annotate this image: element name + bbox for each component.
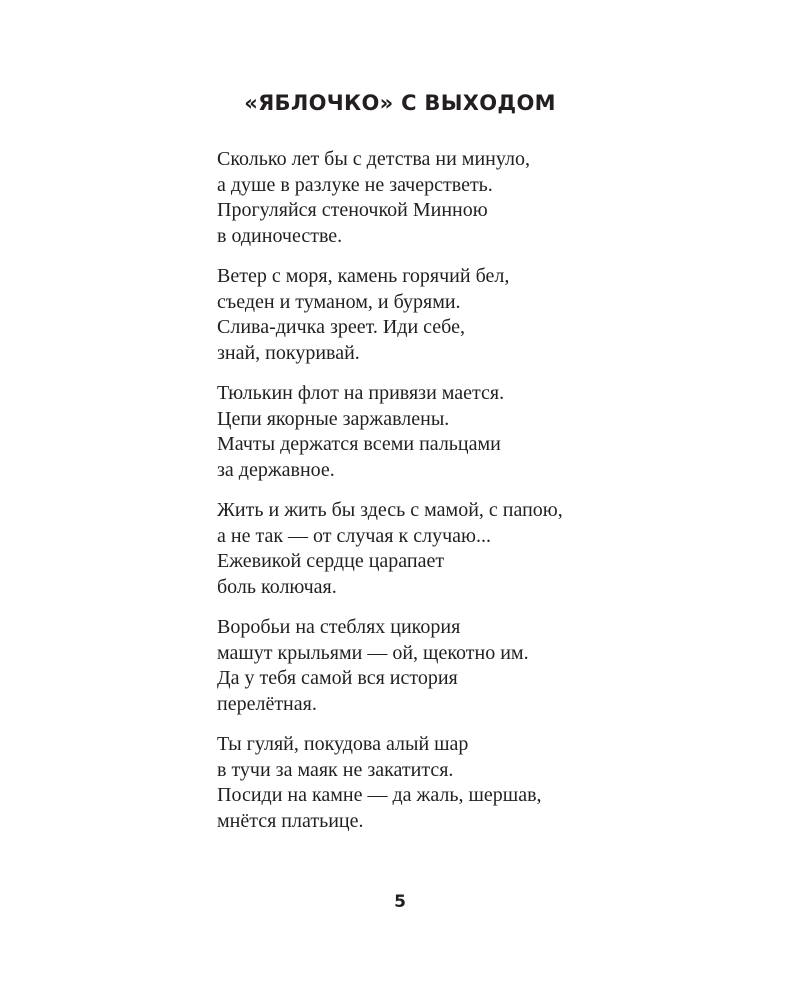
poem-line: знай, покуривай. — [217, 341, 360, 364]
poem-line: Цепи якорные заржавлены. — [217, 407, 450, 430]
poem-line: Слива-дичка зреет. Иди себе, — [217, 316, 465, 338]
stanza-1 — [217, 147, 777, 249]
stanza-3 — [217, 381, 777, 483]
poem-body — [217, 147, 777, 849]
poem-line: съеден и туманом, и бурями. — [217, 290, 461, 313]
poem-line: а душе в разлуке не зачерстветь. — [217, 173, 493, 196]
stanza-5 — [217, 615, 777, 717]
poem-line: Жить и жить бы здесь с мамой, с папою, — [217, 499, 563, 521]
poem-line: Прогуляйся стеночкой Минною — [217, 199, 488, 221]
poem-line: Воробьи на стеблях цикория — [217, 616, 461, 638]
poem-line: а не так — от случая к случаю... — [217, 524, 491, 547]
poem-line: Ты гуляй, покудова алый шар — [217, 733, 469, 755]
poem-line: в одиночестве. — [217, 224, 343, 247]
poem-line: Да у тебя самой вся история — [217, 667, 458, 689]
poem-line: машут крыльями — ой, щекотно им. — [217, 641, 529, 664]
poem-line: Ежевикой сердце царапает — [217, 550, 445, 572]
poem-title: «ЯБЛОЧКО» С ВЫХОДОМ — [244, 91, 556, 115]
poem-line: Ветер с моря, камень горячий бел, — [217, 265, 510, 287]
stanza-2 — [217, 264, 777, 366]
poem-line: перелётная. — [217, 692, 317, 715]
poem-line: Сколько лет бы с детства ни минуло, — [217, 148, 530, 170]
page-number: 5 — [394, 892, 406, 912]
poem-line: Тюлькин флот на привязи мается. — [217, 382, 505, 404]
poem-line: Посиди на камне — да жаль, шершав, — [217, 784, 542, 806]
poem-line: в тучи за маяк не закатится. — [217, 758, 454, 781]
poem-line: Мачты держатся всеми пальцами — [217, 433, 501, 455]
poem-line: за державное. — [217, 458, 335, 481]
poem-line: мнётся платьице. — [217, 809, 364, 832]
stanza-4 — [217, 498, 777, 600]
stanza-6 — [217, 732, 777, 834]
poem-line: боль колючая. — [217, 575, 337, 598]
